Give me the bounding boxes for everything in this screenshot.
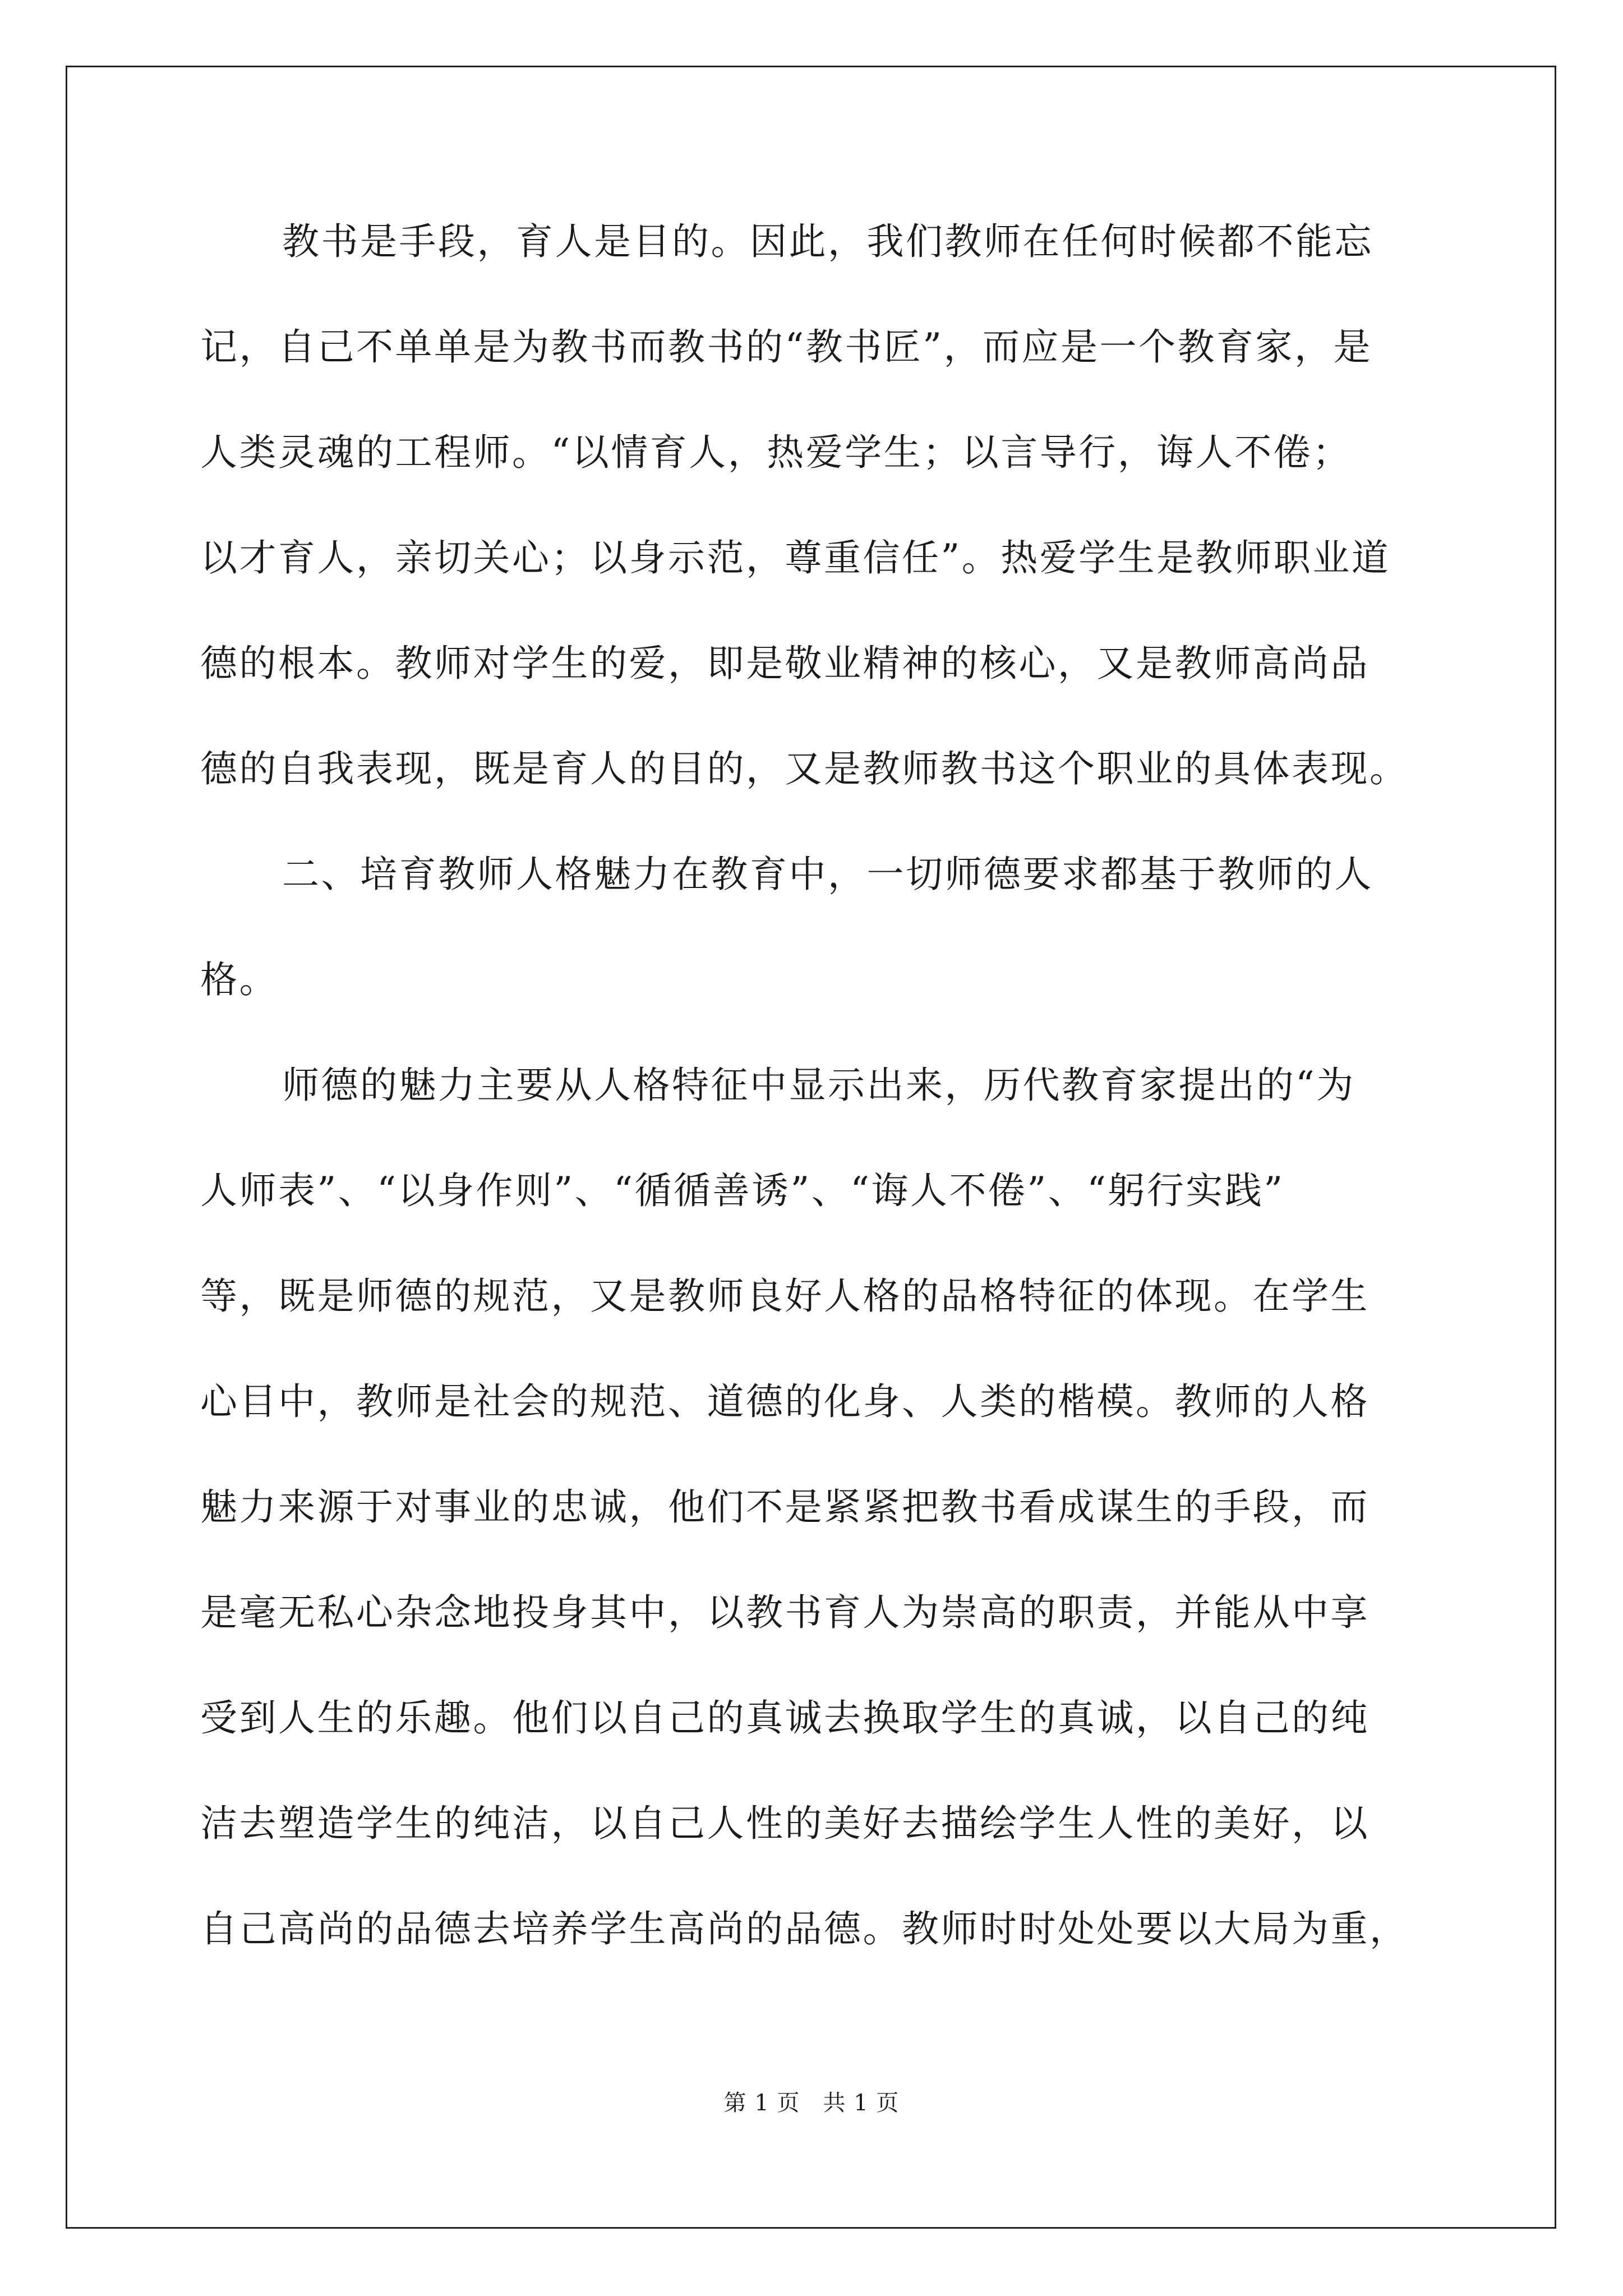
paragraph-1-line-6: 德的自我表现，既是育人的目的，又是教师教书这个职业的具体表现。 xyxy=(200,747,1409,790)
paragraph-2-line-1: 师德的魅力主要从人格特征中显示出来，历代教育家提出的“为 xyxy=(282,1064,1355,1107)
paragraph-1-line-5: 德的根本。教师对学生的爱，即是敬业精神的核心，又是教师高尚品 xyxy=(200,642,1370,685)
paragraph-2-line-4: 心目中，教师是社会的规范、道德的化身、人类的楷模。教师的人格 xyxy=(200,1380,1370,1423)
paragraph-2-line-9: 自己高尚的品德去培养学生高尚的品德。教师时时处处要以大局为重， xyxy=(200,1907,1409,1950)
section-heading-line-2: 格。 xyxy=(200,958,278,1001)
paragraph-2-line-8: 洁去塑造学生的纯洁，以自己人性的美好去描绘学生人性的美好，以 xyxy=(200,1802,1370,1845)
page-footer: 第 1 页 共 1 页 xyxy=(723,2090,900,2116)
paragraph-1-line-2: 记，自己不单单是为教书而教书的“教书匠”，而应是一个教育家，是 xyxy=(200,325,1372,369)
paragraph-1-line-3: 人类灵魂的工程师。“以情育人，热爱学生；以言导行，诲人不倦； xyxy=(200,431,1352,474)
paragraph-1-line-1: 教书是手段，育人是目的。因此，我们教师在任何时候都不能忘 xyxy=(282,220,1373,263)
paragraph-1-line-4: 以才育人，亲切关心；以身示范，尊重信任”。热爱学生是教师职业道 xyxy=(200,536,1391,579)
paragraph-2-line-6: 是毫无私心杂念地投身其中，以教书育人为崇高的职责，并能从中享 xyxy=(200,1591,1370,1634)
paragraph-2-line-5: 魅力来源于对事业的忠诚，他们不是紧紧把教书看成谋生的手段，而 xyxy=(200,1485,1370,1529)
section-heading-line-1: 二、培育教师人格魅力在教育中，一切师德要求都基于教师的人 xyxy=(282,853,1373,896)
paragraph-2-line-2: 人师表”、“以身作则”、“循循善诱”、“诲人不倦”、“躬行实践” xyxy=(200,1169,1285,1212)
paragraph-2-line-7: 受到人生的乐趣。他们以自己的真诚去换取学生的真诚，以自己的纯 xyxy=(200,1696,1370,1740)
paragraph-2-line-3: 等，既是师德的规范，又是教师良好人格的品格特征的体现。在学生 xyxy=(200,1274,1370,1318)
document-body xyxy=(200,210,1423,2003)
